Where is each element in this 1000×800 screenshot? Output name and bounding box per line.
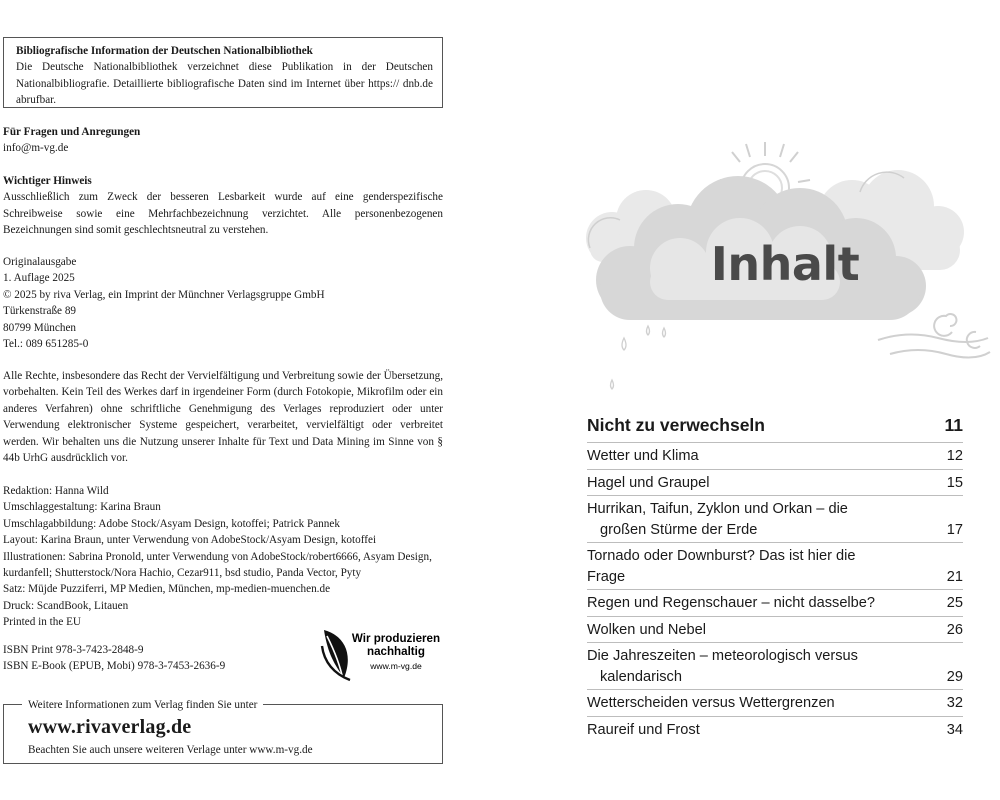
- edition-line: 1. Auflage 2025: [3, 272, 75, 285]
- toc-entry[interactable]: [587, 542, 963, 589]
- biblio-text: Die Deutsche Nationalbibliothek verzeichnet diese Publikation in der Deutschen Nationalbibliografie. Detaillierte bibliografische Daten sind im Internet über https:// dnb.de abrufbar.: [16, 61, 433, 107]
- credit-line: Druck: ScandBook, Litauen: [3, 599, 129, 612]
- credit-line: Layout: Karina Braun, unter Verwendung von AdobeStock/Asyam Design, kotoffei: [3, 534, 377, 547]
- toc-entry-page: 32: [946, 695, 963, 711]
- publisher-info-caption: Weitere Informationen zum Verlag finden Sie unter: [22, 697, 263, 713]
- toc-entry-page: 26: [946, 621, 963, 638]
- credit-line: Redaktion: Hanna Wild: [3, 485, 109, 497]
- toc-entry-label: Hagel und Graupel: [587, 474, 710, 491]
- address-line: 80799 München: [3, 321, 77, 334]
- toc-entry-page: 17: [946, 521, 963, 538]
- publisher-block: [3, 254, 443, 352]
- toc-entry-label: Hurrikan, Taifun, Zyklon und Orkan – die: [587, 501, 848, 517]
- toc-main-label: Nicht zu verwechseln: [587, 415, 765, 435]
- toc-entry-label: Tornado oder Downburst? Das ist hier die Frage: [587, 548, 856, 585]
- copyright-line: © 2025 by riva Verlag, ein Imprint der Münchner Verlagsgruppe GmbH: [3, 288, 325, 301]
- publisher-info-box: [3, 699, 443, 764]
- credits-block: [3, 483, 443, 631]
- badge-url: www.m-vg.de: [370, 661, 422, 671]
- toc-entry-label: Wetterscheiden versus Wettergrenzen: [587, 695, 835, 711]
- toc-entry-page: 21: [946, 568, 963, 585]
- credit-line: Umschlaggestaltung: Karina Braun: [3, 501, 161, 514]
- phone-line: Tel.: 089 651285-0: [3, 338, 89, 351]
- toc-entry-label: Wolken und Nebel: [587, 621, 706, 638]
- isbn-ebook: ISBN E-Book (EPUB, Mobi) 978-3-7453-2636-9: [3, 660, 226, 673]
- questions-heading: Für Fragen und Anregungen: [3, 126, 141, 138]
- toc-entry[interactable]: [587, 589, 963, 616]
- toc-entry-label: Wetter und Klima: [587, 448, 699, 464]
- badge-line2: nachhaltig: [367, 645, 425, 658]
- toc-main-chapter[interactable]: [587, 410, 963, 442]
- toc-main-page: 11: [944, 415, 963, 435]
- contact-email: info@m-vg.de: [3, 142, 69, 155]
- rights-text: Alle Rechte, insbesondere das Recht der Vervielfältigung und Verbreitung sowie der Übersetzung, vorbehalten. Kein Teil des Werkes darf in irgendeiner Form (durch Fotokopie, Mikrofilm oder ein anderes Verfahren) ohne schriftliche Genehmigung des Verlages reproduziert oder unter Verwendung elektronischer Systeme gespeichert, verarbeitet, vervielfältigt oder verbreitet werden. Wir behalten uns die Nutzung unserer Inhalte für Text und Data Mining im Sinne von § 44b UrhG ausdrücklich vor.: [3, 370, 443, 465]
- isbn-print: ISBN Print 978-3-7423-2848-9: [3, 644, 144, 656]
- notice-text: Ausschließlich zum Zweck der besseren Lesbarkeit wurde auf eine genderspezifische Schreibweise sowie eine Mehrfachbezeichnung verzichtet. Alle personenbezogenen Bezeichnungen sind somit geschlechtsneutral zu verstehen.: [3, 191, 443, 237]
- leaf-icon: [320, 626, 354, 684]
- toc-entry[interactable]: [587, 469, 963, 496]
- toc-entry-label: Regen und Regenschauer – nicht dasselbe?: [587, 595, 876, 611]
- toc-entry-page: 34: [946, 721, 963, 738]
- toc-entry-label: Die Jahreszeiten – meteorologisch versus: [587, 648, 858, 664]
- notice-block: [3, 173, 443, 239]
- toc-entry-label-continued: kalendarisch: [600, 668, 682, 685]
- toc-entry-label-continued: großen Stürme der Erde: [600, 521, 758, 538]
- toc-entry[interactable]: [587, 495, 963, 542]
- badge-line1: Wir produzieren: [351, 632, 441, 645]
- toc-entry[interactable]: [587, 642, 963, 689]
- toc-entry-page: 29: [946, 668, 963, 685]
- questions-block: [3, 124, 443, 157]
- credit-line: Umschlagabbildung: Adobe Stock/Asyam Design, kotoffei; Patrick Pannek: [3, 517, 340, 530]
- toc-entry[interactable]: [587, 689, 963, 716]
- credit-line: Printed in the EU: [3, 616, 81, 629]
- toc-title: Inhalt: [710, 237, 860, 291]
- publisher-website-link[interactable]: www.rivaverlag.de: [28, 716, 192, 738]
- toc-entry-page: 15: [946, 474, 963, 491]
- toc-entry-page: 12: [946, 448, 963, 464]
- bibliographic-info-box: [3, 37, 443, 108]
- address-line: Türkenstraße 89: [3, 305, 77, 318]
- biblio-title: Bibliografische Information der Deutschen Nationalbibliothek: [16, 45, 313, 57]
- other-publishers-text: Beachten Sie auch unsere weiteren Verlage unter www.m-vg.de: [28, 744, 313, 756]
- toc-entry[interactable]: [587, 716, 963, 743]
- imprint-page: [0, 0, 450, 800]
- edition-line: Originalausgabe: [3, 256, 77, 268]
- toc-entry[interactable]: [587, 616, 963, 643]
- toc-entry-page: 25: [946, 595, 963, 611]
- rights-block: [3, 368, 443, 466]
- notice-heading: Wichtiger Hinweis: [3, 175, 92, 187]
- credit-line: Satz: Müjde Puzziferri, MP Medien, München, mp-medien-muenchen.de: [3, 583, 331, 596]
- sustainability-badge: [320, 626, 445, 684]
- table-of-contents: [587, 410, 963, 742]
- toc-entry-label: Raureif und Frost: [587, 721, 700, 738]
- credit-line: Illustrationen: Sabrina Pronold, unter Verwendung von AdobeStock/robert6666, Asyam Design, kurdanfell; Shutterstock/Nora Hachio, Cezar911, bsd studio, Panda Vector, Pyty: [3, 550, 432, 580]
- toc-entry[interactable]: [587, 442, 963, 469]
